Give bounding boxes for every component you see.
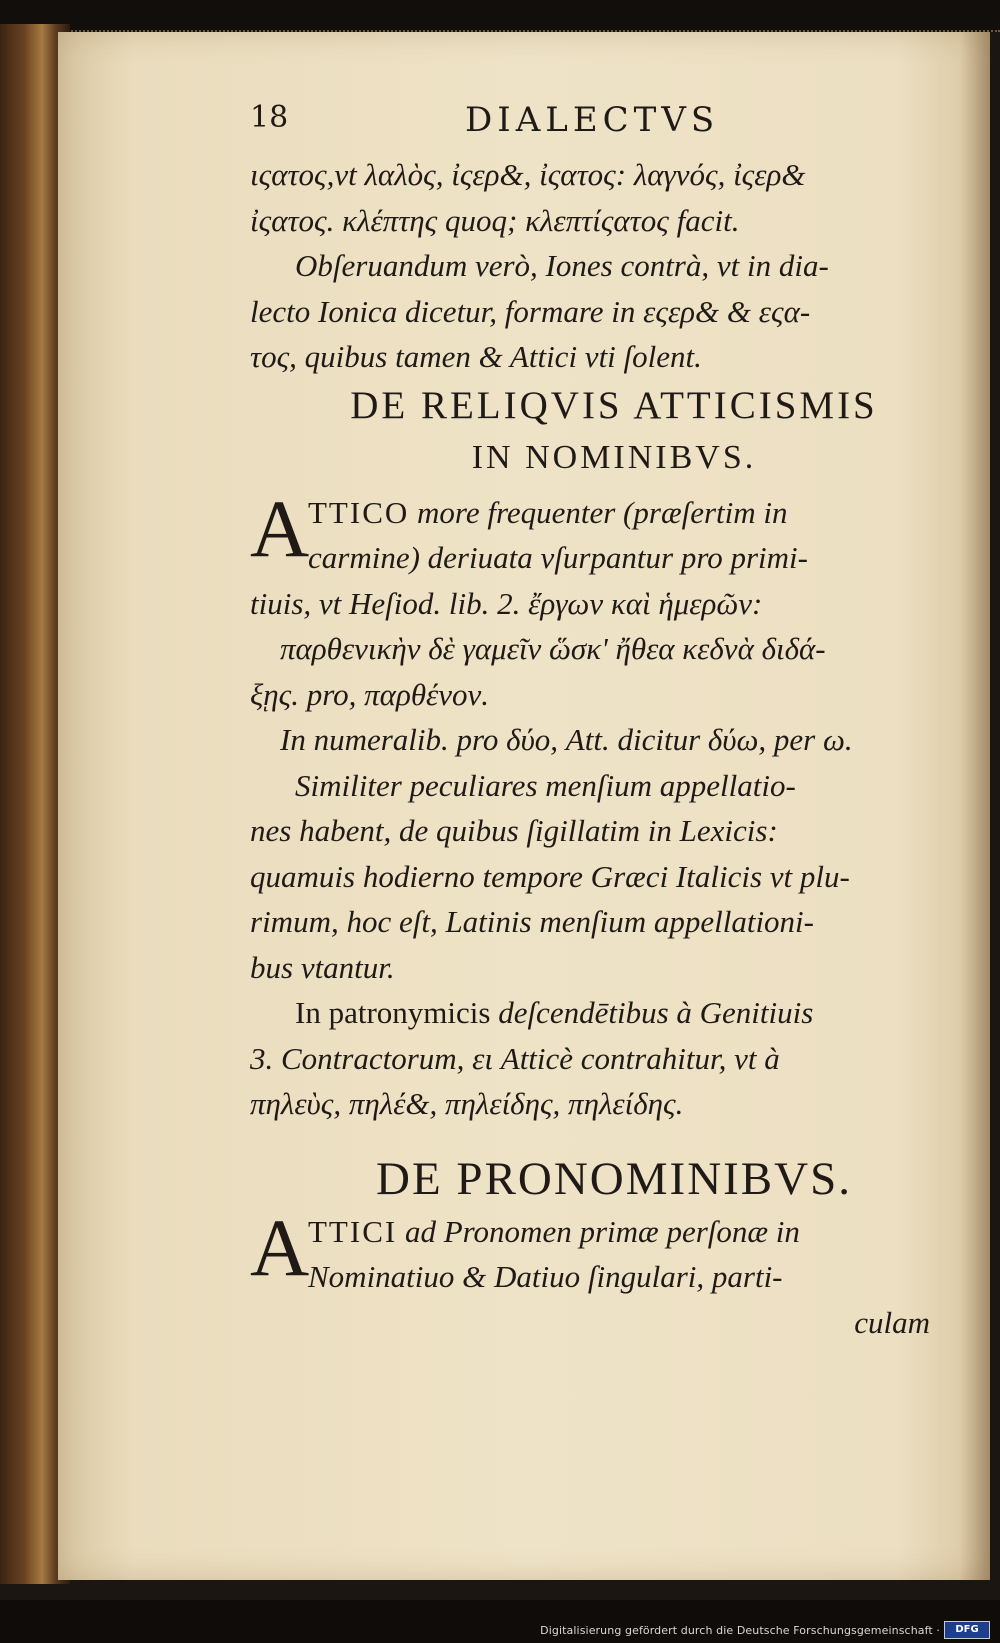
- paragraph-atticisms: [250, 482, 960, 718]
- text-span: In patronymicis: [295, 995, 491, 1030]
- text-line: Nominatiuo & Datiuo ſingulari, parti-: [308, 1259, 783, 1294]
- small-caps-word: TTICO: [308, 494, 410, 530]
- text-span: more frequenter (præſertim in: [409, 494, 788, 530]
- paragraph-pronouns: [250, 1201, 960, 1346]
- text-line: nes habent, de quibus ſigillatim in Lexicis:: [250, 813, 778, 848]
- text-line: ιςατος,vt λαλὸς, ἰςερ&, ἰςατος: λαγνός, ἰςερ&: [250, 157, 806, 192]
- text-line: ἰςατος. κλέπτης quoq; κλεπτίςατος facit.: [250, 202, 740, 238]
- text-line: tiuis, vt Heſiod. lib. 2. ἔργων καὶ ἡμερῶν:: [250, 585, 763, 621]
- drop-capital: A: [250, 482, 310, 574]
- page-number: 18: [250, 100, 289, 135]
- text-line: [250, 1209, 960, 1255]
- text-span: deſcendētibus à Genitiuis: [490, 995, 814, 1030]
- drop-capital: A: [250, 1201, 310, 1293]
- text-line: quamuis hodierno tempore Græci Italicis vt plu-: [250, 858, 850, 894]
- running-head: [250, 100, 960, 152]
- text-line: τος, quibus tamen & Attici vti ſolent.: [250, 339, 702, 374]
- page-gutter-shadow: [960, 32, 990, 1580]
- text-line: πηλεὺς, πηλέ&, πηλείδης, πηλείδης.: [250, 1086, 684, 1121]
- text-line: Obſeruandum verò, Iones contrà, vt in dia-: [295, 248, 829, 283]
- text-line: 3. Contractorum, ει Atticè contrahitur, vt à: [250, 1040, 780, 1076]
- digitization-credit: Digitalisierung gefördert durch die Deutsche Forschungsgemeinschaft ·: [540, 1624, 940, 1637]
- text-line: παρθενικὴν δὲ γαμεῖν ὥσκ' ἤθεα κεδνὰ διδά-: [280, 631, 826, 666]
- text-line: carmine) deriuata vſurpantur pro primi-: [308, 540, 808, 575]
- text-line: rimum, hoc eſt, Latinis menſium appellationi-: [250, 904, 814, 939]
- page-text-block: [250, 100, 960, 1345]
- text-line: [250, 490, 960, 536]
- section-heading: DE PRONOMINIBVS.: [376, 1152, 852, 1205]
- running-head-title: DIALECTVS: [465, 100, 720, 140]
- small-caps-word: TTICI: [308, 1213, 398, 1249]
- dfg-logo: DFG: [944, 1621, 990, 1639]
- text-line: [250, 990, 960, 1036]
- catchword: culam: [854, 1304, 930, 1340]
- text-line: In numeralib. pro δύο, Att. dicitur δύω, per ω.: [280, 722, 853, 757]
- text-line: ξῃς. pro, παρθένον.: [250, 676, 490, 712]
- scan-top-border: [0, 0, 1000, 32]
- text-line: bus vtantur.: [250, 949, 395, 985]
- text-line: Similiter peculiares menſium appellatio-: [295, 767, 796, 803]
- text-span: ad Pronomen primæ perſonæ in: [397, 1213, 800, 1249]
- section-heading: DE RELIQVIS ATTICISMIS: [350, 383, 878, 427]
- text-line: lecto Ionica dicetur, formare in εςερ& & εςα-: [250, 293, 811, 329]
- section-subheading: IN NOMINIBVS.: [471, 438, 757, 476]
